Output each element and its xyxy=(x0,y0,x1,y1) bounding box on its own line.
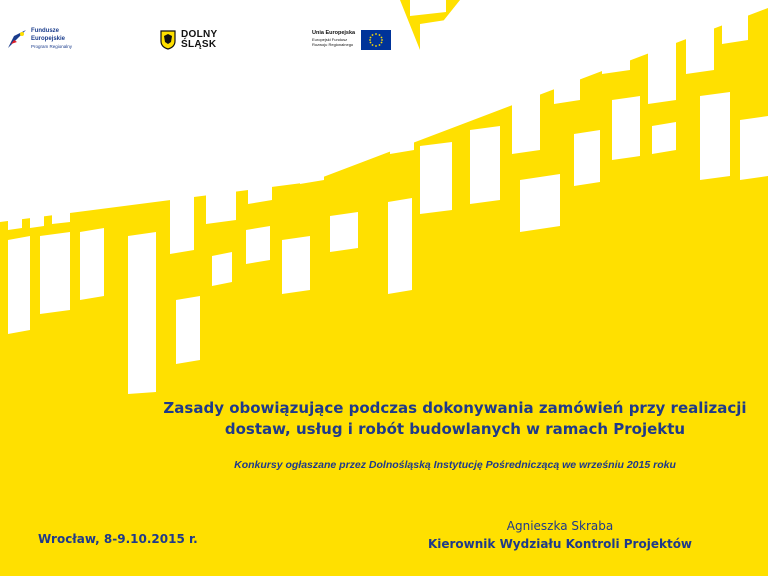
author-name: Agnieszka Skraba xyxy=(506,519,614,533)
author-block xyxy=(400,517,720,553)
unia-line3: Rozwoju Regionalnego xyxy=(312,41,354,47)
slide-subtitle: Konkursy ogłaszane przez Dolnośląską Instytucję Pośredniczącą we wrześniu 2015 roku xyxy=(234,459,676,471)
coat-of-arms-icon xyxy=(160,30,176,50)
unia-line1: Unia Europejska xyxy=(312,30,356,36)
title-line1: Zasady obowiązujące podczas dokonywania zamówień przy realizacji xyxy=(163,399,747,417)
dolny-slask-line1: DOLNY xyxy=(181,29,218,40)
title-line2: dostaw, usług i robót budowlanych w ramach Projektu xyxy=(224,420,686,438)
fundusze-line1: Fundusze xyxy=(31,28,59,34)
fundusze-star-icon xyxy=(8,30,26,48)
place-date: Wrocław, 8-9.10.2015 r. xyxy=(38,532,198,546)
eu-flag-icon xyxy=(361,30,391,50)
fundusze-line2: Europejskie xyxy=(31,35,66,42)
slide-title xyxy=(150,398,760,440)
logo-dolny-slask xyxy=(160,30,218,50)
unia-line2: Europejski Fundusz xyxy=(312,36,348,42)
logo-fundusze-europejskie xyxy=(8,28,72,51)
logo-unia-europejska xyxy=(312,30,391,50)
dolny-slask-line2: ŚLĄSK xyxy=(181,39,217,50)
author-role: Kierownik Wydziału Kontroli Projektów xyxy=(427,537,693,551)
fundusze-line3: Program Regionalny xyxy=(31,44,73,49)
